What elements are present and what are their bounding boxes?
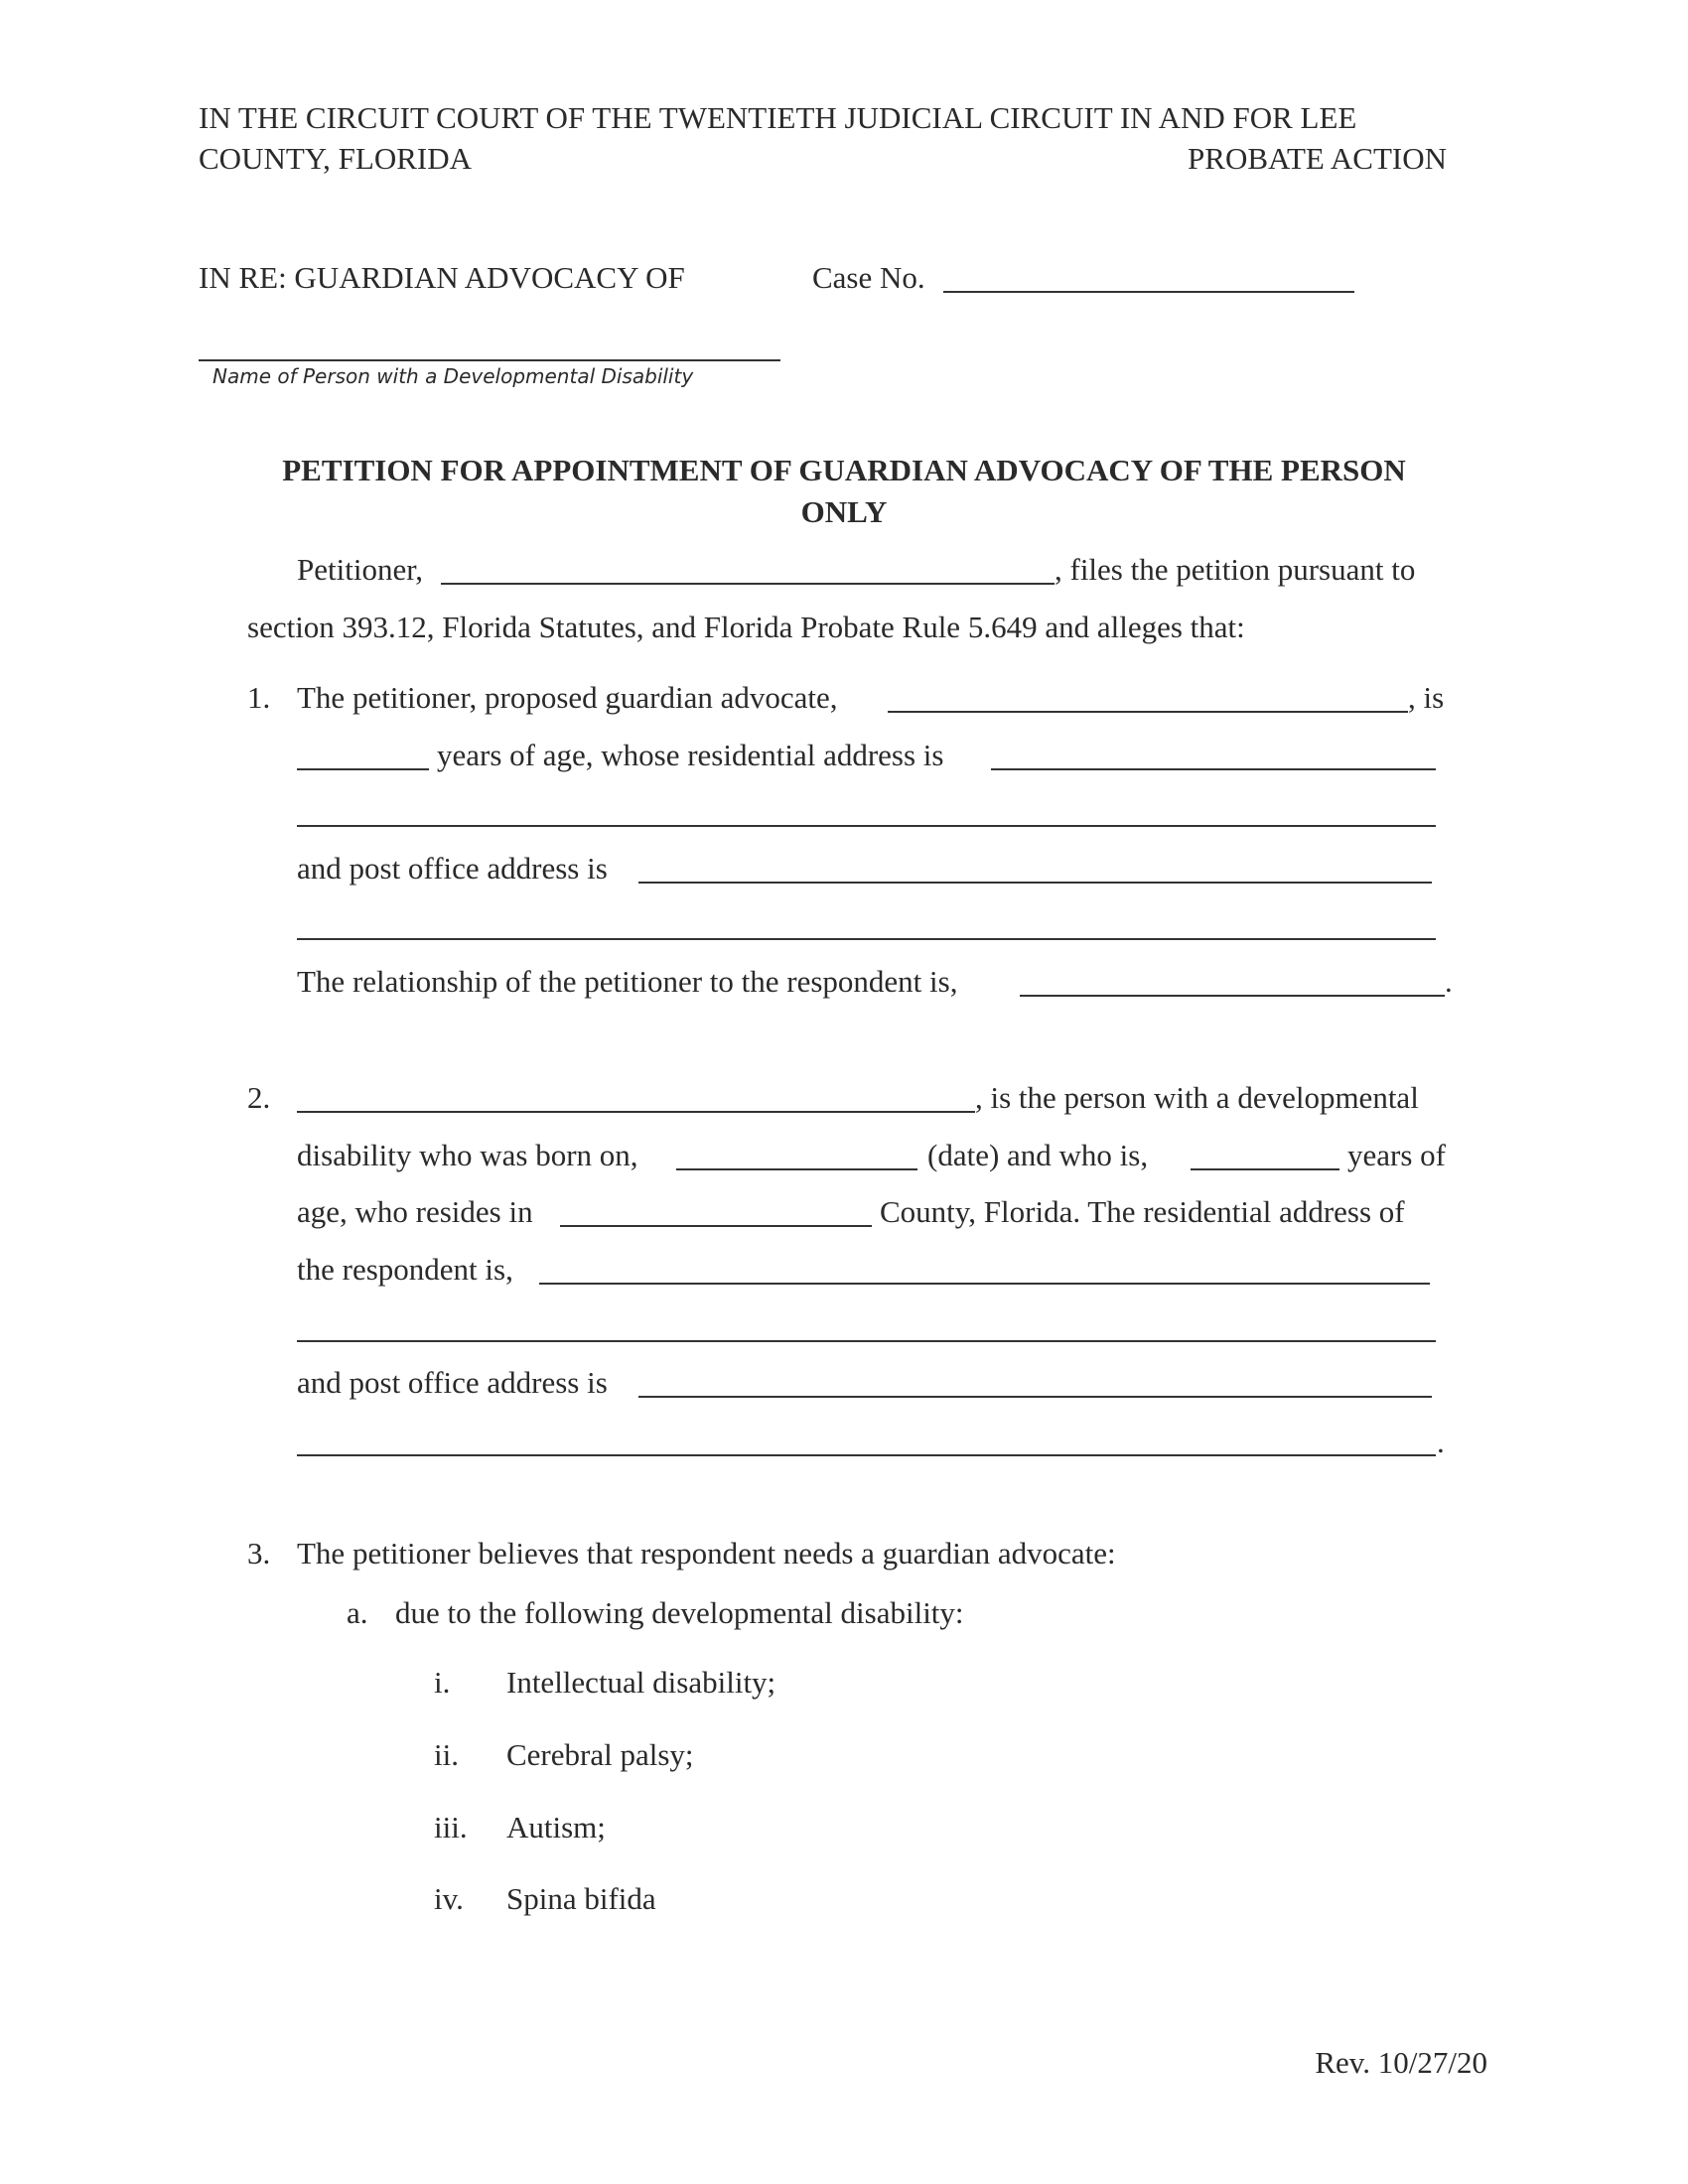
item1-text: The petitioner, proposed guardian advocate, <box>297 680 838 715</box>
birth-date-field[interactable] <box>676 1168 917 1170</box>
guardian-po-address-line2[interactable] <box>297 938 1436 940</box>
option-marker: iv. <box>434 1881 464 1916</box>
guardian-age-field[interactable] <box>297 768 429 770</box>
respondent-po-address-line2[interactable] <box>297 1454 1436 1456</box>
option-marker: i. <box>434 1665 451 1700</box>
county-text: County, Florida. The residential address of <box>880 1194 1405 1229</box>
item3-number: 3. <box>247 1536 271 1570</box>
item3a-marker: a. <box>347 1595 368 1630</box>
case-no-field[interactable] <box>943 291 1354 293</box>
respondent-po-address-field[interactable] <box>638 1396 1432 1398</box>
item2-number: 2. <box>247 1080 271 1115</box>
item3-text: The petitioner believes that respondent needs a guardian advocate: <box>297 1536 1116 1570</box>
petitioner-label: Petitioner, <box>297 552 424 587</box>
guardian-po-address-field[interactable] <box>638 882 1432 884</box>
petitioner-name-field[interactable] <box>441 583 1055 585</box>
option-cerebral-palsy: Cerebral palsy; <box>506 1737 694 1772</box>
respondent-name-field[interactable] <box>199 359 780 361</box>
guardian-residential-address-field[interactable] <box>991 768 1436 770</box>
option-spina-bifida: Spina bifida <box>506 1881 656 1916</box>
court-heading-action: PROBATE ACTION <box>1188 141 1447 176</box>
guardian-name-field[interactable] <box>888 711 1408 713</box>
court-heading-county: COUNTY, FLORIDA <box>199 141 473 176</box>
resides-label: age, who resides in <box>297 1194 533 1229</box>
years-of-text: years of <box>1347 1138 1446 1172</box>
guardian-residential-address-line2[interactable] <box>297 825 1436 827</box>
option-marker: ii. <box>434 1737 459 1772</box>
item2-po-label: and post office address is <box>297 1365 608 1400</box>
relationship-period: . <box>1445 964 1453 999</box>
court-heading-line1: IN THE CIRCUIT COURT OF THE TWENTIETH JUDICIAL CIRCUIT IN AND FOR LEE <box>199 100 1357 135</box>
respondent-age-field[interactable] <box>1191 1168 1339 1170</box>
date-label: (date) and who is, <box>927 1138 1149 1172</box>
petition-title-line2: ONLY <box>800 494 888 529</box>
item3a-text: due to the following developmental disability: <box>395 1595 964 1630</box>
item1-is-text: , is <box>1408 680 1445 715</box>
option-marker: iii. <box>434 1810 468 1844</box>
respondent-name-field-2[interactable] <box>297 1111 975 1113</box>
county-field[interactable] <box>560 1225 872 1227</box>
option-autism: Autism; <box>506 1810 606 1844</box>
relationship-label: The relationship of the petitioner to the respondent is, <box>297 964 958 999</box>
item1-age-text: years of age, whose residential address is <box>437 738 944 772</box>
option-intellectual-disability: Intellectual disability; <box>506 1665 776 1700</box>
item1-number: 1. <box>247 680 271 715</box>
item1-po-label: and post office address is <box>297 851 608 886</box>
in-re-label: IN RE: GUARDIAN ADVOCACY OF <box>199 260 685 295</box>
case-no-label: Case No. <box>812 260 925 295</box>
item2-person-text: , is the person with a developmental <box>975 1080 1419 1115</box>
relationship-field[interactable] <box>1020 995 1445 997</box>
item2-period: . <box>1437 1425 1445 1459</box>
respondent-residential-address-line2[interactable] <box>297 1340 1436 1342</box>
respondent-address-label: the respondent is, <box>297 1252 513 1287</box>
born-label: disability who was born on, <box>297 1138 638 1172</box>
statute-text: section 393.12, Florida Statutes, and Florida Probate Rule 5.649 and alleges that: <box>247 610 1245 644</box>
respondent-name-label: Name of Person with a Developmental Disability <box>212 364 694 388</box>
respondent-residential-address-field[interactable] <box>539 1283 1430 1285</box>
petition-title: PETITION FOR APPOINTMENT OF GUARDIAN ADVOCACY OF THE PERSON <box>282 453 1406 487</box>
files-text: , files the petition pursuant to <box>1055 552 1416 587</box>
revision-date: Rev. 10/27/20 <box>1315 2045 1487 2080</box>
